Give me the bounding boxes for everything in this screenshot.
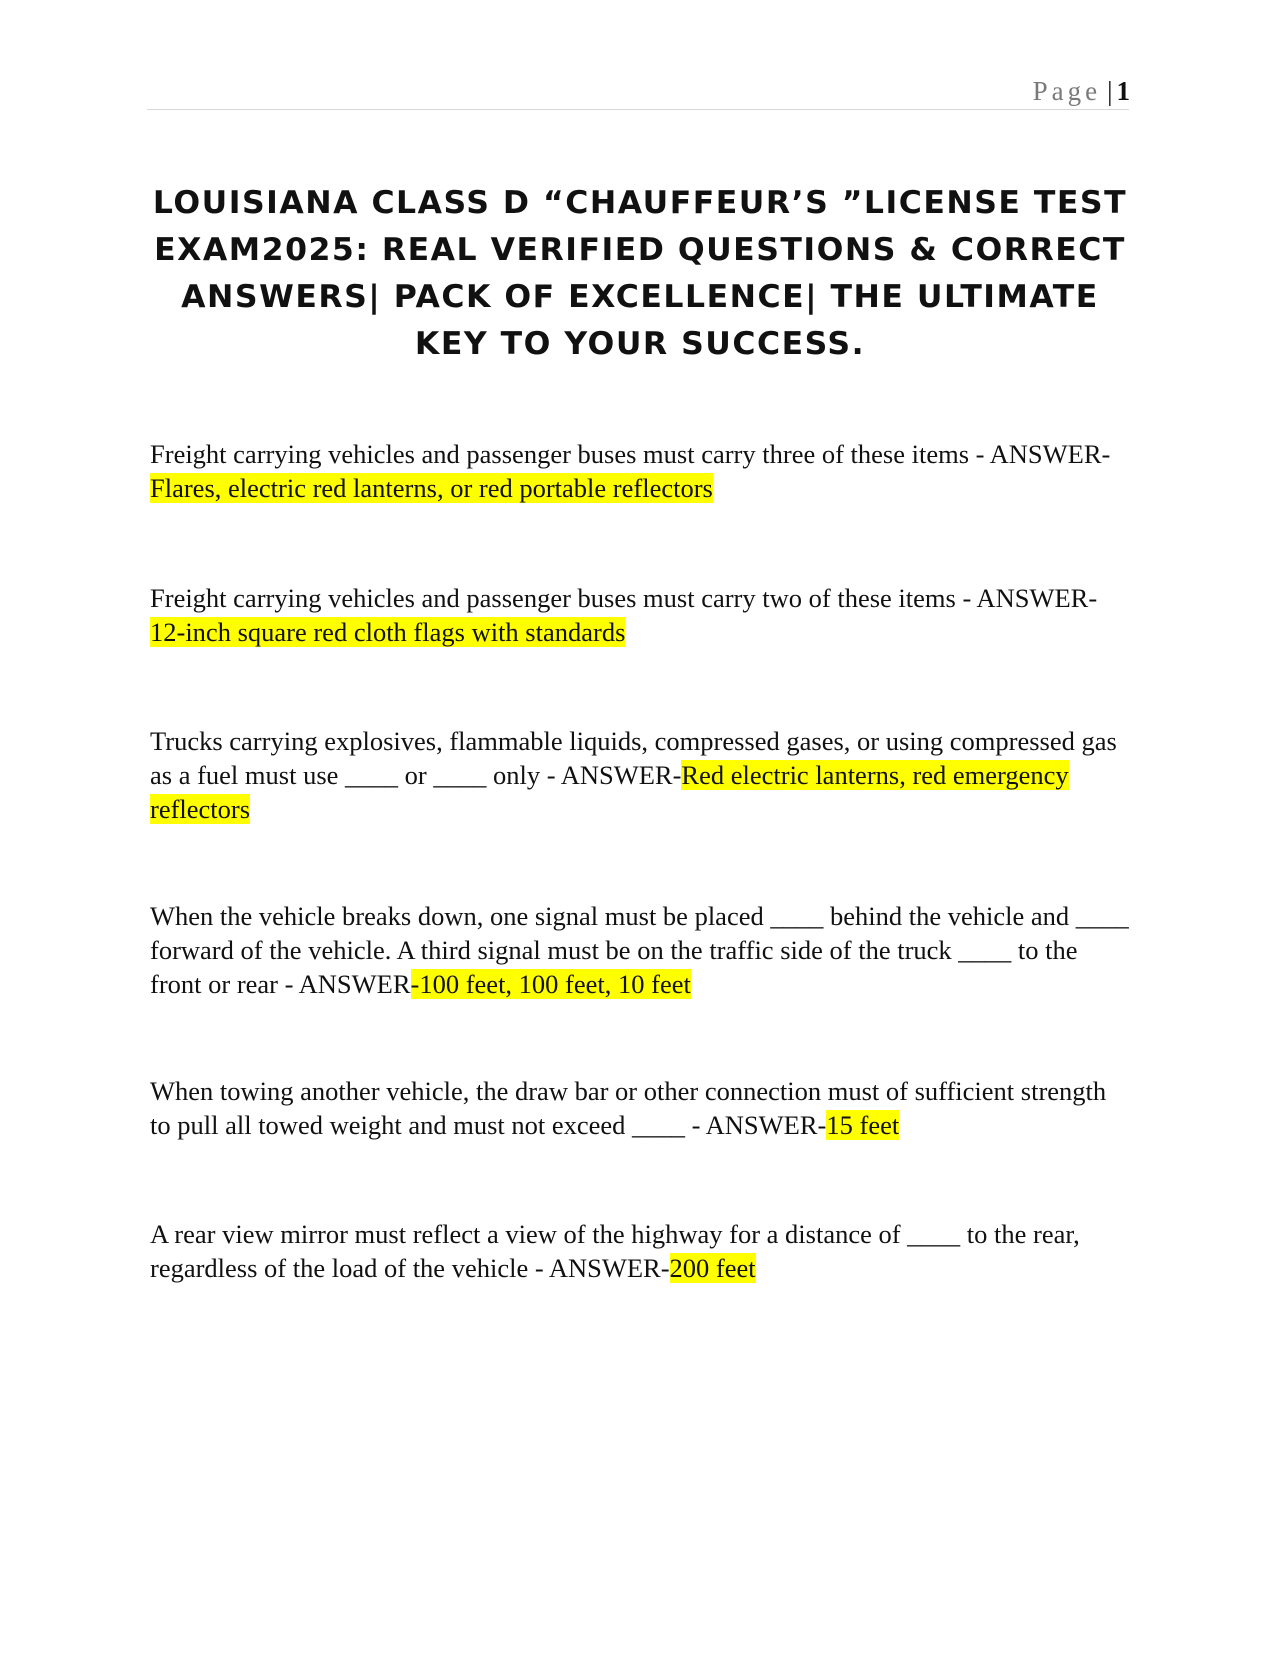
page-separator: | [1107, 76, 1113, 106]
qa-item-5 [150, 1074, 1130, 1142]
answer-highlight: 15 feet [826, 1110, 900, 1140]
question-text: Trucks carrying explosives, flammable liquids, compressed gases, or using compressed gas as a fuel must use ____ or ____ only - ANSWER- [150, 726, 1117, 790]
header-rule [147, 109, 1129, 110]
question-text: A rear view mirror must reflect a view of the highway for a distance of ____ to the rear, regardless of the load of the vehicle - ANSWER- [150, 1219, 1080, 1283]
qa-item-4 [150, 899, 1130, 1001]
answer-highlight: Flares, electric red lanterns, or red portable reflectors [150, 473, 713, 503]
qa-item-3 [150, 724, 1130, 826]
answer-highlight: 12-inch square red cloth flags with standards [150, 617, 626, 647]
answer-highlight: 200 feet [669, 1253, 756, 1283]
qa-item-2 [150, 581, 1130, 649]
qa-item-6 [150, 1217, 1130, 1285]
page-label: Page [1032, 76, 1102, 106]
page-number: 1 [1116, 76, 1130, 106]
question-text: Freight carrying vehicles and passenger buses must carry three of these items - ANSWER- [150, 439, 1111, 469]
qa-item-1 [150, 437, 1130, 505]
question-text: Freight carrying vehicles and passenger buses must carry two of these items - ANSWER- [150, 583, 1098, 613]
answer-highlight: -100 feet, 100 feet, 10 feet [410, 969, 691, 999]
question-text: When the vehicle breaks down, one signal must be placed ____ behind the vehicle and ____ forward of the vehicle. A third signal must be on the traffic side of the truck ____ to the front or rear - ANSWER [150, 901, 1129, 999]
document-title: LOUISIANA CLASS D “CHAUFFEUR’S ”LICENSE TEST EXAM2025: REAL VERIFIED QUESTIONS & CORRECT ANSWERS| PACK OF EXCELLENCE| THE ULTIMATE KEY TO YOUR SUCCESS. [152, 185, 1128, 362]
answer-highlight: Red electric lanterns, red emergency reflectors [150, 760, 1069, 824]
question-text: When towing another vehicle, the draw bar or other connection must of sufficient strength to pull all towed weight and must not exceed ____ - ANSWER- [150, 1076, 1107, 1140]
page-header [1033, 76, 1130, 107]
